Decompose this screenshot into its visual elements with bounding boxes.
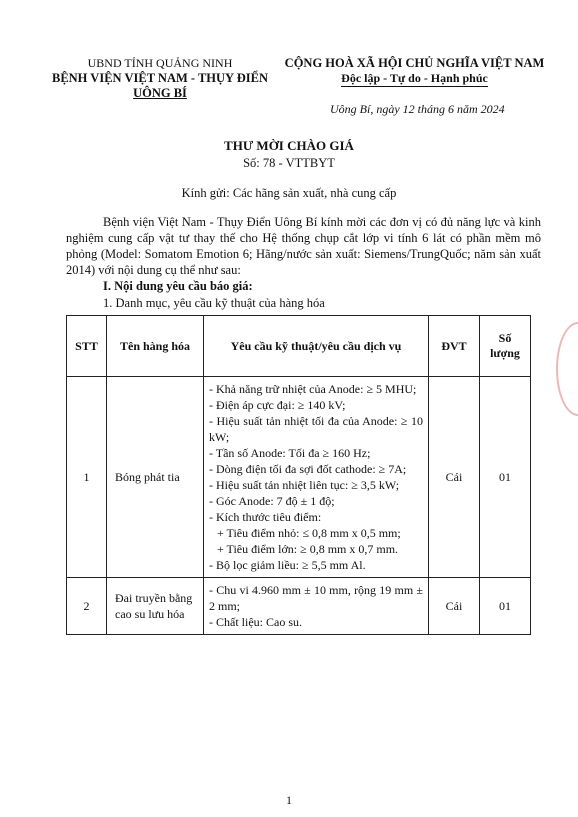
row-quantity: 01: [480, 578, 531, 635]
table-header-row: [67, 316, 531, 377]
header-name: Tên hàng hóa: [107, 316, 204, 377]
national-name: CỘNG HOÀ XÃ HỘI CHỦ NGHĨA VIỆT NAM: [284, 56, 545, 70]
issuer-hospital: BỆNH VIỆN VIỆT NAM - THỤY ĐIỂN: [51, 71, 268, 85]
issuer-location: UÔNG BÍ: [133, 86, 187, 100]
row-stt: 1: [67, 377, 107, 578]
row-item-name: Bóng phát tia: [107, 377, 204, 578]
row-stt: 2: [67, 578, 107, 635]
document-recipient: Kính gửi: Các hãng sản xuất, nhà cung cấp: [181, 186, 397, 200]
table-row: [67, 377, 531, 578]
subsection-heading: 1. Danh mục, yêu cầu kỹ thuật của hàng hóa: [103, 296, 325, 310]
requirement-line: - Chu vi 4.960 mm ± 10 mm, rộng 19 mm ± 2 mm;: [209, 583, 423, 613]
row-requirements: [204, 377, 429, 578]
row-requirements: [204, 578, 429, 635]
requirement-line: + Tiêu điểm nhỏ: ≤ 0,8 mm x 0,5 mm;: [217, 526, 401, 540]
intro-paragraph: Bệnh viện Việt Nam - Thụy Điển Uông Bí kính mời các đơn vị có đủ năng lực và kinh nghiệm cung cấp vật tư thay thế cho Hệ thống chụp cắt lớp vi tính 6 lát có phần mềm mô phỏng (Model: Somatom Emotion 6; Hãng/nước sản xuất: Siemens/TrungQuốc; năm sản xuất 2014) với nội dung cụ thể như sau:: [66, 215, 541, 277]
national-motto: Độc lập - Tự do - Hạnh phúc: [341, 71, 488, 85]
requirement-line: - Hiệu suất tản nhiệt tối đa của Anode: ≥ 10 kW;: [209, 414, 423, 444]
issuer-header: [40, 56, 280, 101]
red-stamp-mark: [556, 322, 578, 416]
requirement-line: - Chất liệu: Cao su.: [209, 615, 302, 629]
row-unit: Cái: [429, 578, 480, 635]
section-heading: I. Nội dung yêu cầu báo giá:: [103, 279, 253, 293]
requirement-line: - Góc Anode: 7 độ ± 1 độ;: [209, 494, 335, 508]
document-number: Số: 78 - VTTBYT: [243, 156, 335, 170]
row-item-name: Đai truyền bằng cao su lưu hóa: [107, 578, 204, 635]
requirement-line: - Kích thước tiêu điểm:: [209, 510, 322, 524]
table-row: [67, 578, 531, 635]
requirement-line: - Tần số Anode: Tối đa ≥ 160 Hz;: [209, 446, 371, 460]
page-number: 1: [286, 793, 292, 807]
issuer-authority: UBND TỈNH QUẢNG NINH: [87, 56, 233, 70]
national-header: [282, 56, 547, 86]
row-unit: Cái: [429, 377, 480, 578]
header-stt: STT: [67, 316, 107, 377]
requirement-line: - Bộ lọc giảm liều: ≥ 5,5 mm Al.: [209, 558, 366, 572]
requirement-line: + Tiêu điểm lớn: ≥ 0,8 mm x 0,7 mm.: [217, 542, 399, 556]
requirement-line: - Khả năng trữ nhiệt của Anode: ≥ 5 MHU;: [209, 382, 417, 396]
row-quantity: 01: [480, 377, 531, 578]
header-quantity: Số lượng: [480, 316, 531, 377]
requirement-line: - Điện áp cực đại: ≥ 140 kV;: [209, 398, 346, 412]
requirement-line: - Dòng điện tối đa sợi đốt cathode: ≥ 7A;: [209, 462, 407, 476]
items-table: [66, 315, 531, 635]
requirement-line: - Hiệu suất tản nhiệt liên tục: ≥ 3,5 kW;: [209, 478, 400, 492]
header-unit: ĐVT: [429, 316, 480, 377]
document-date: Uông Bí, ngày 12 tháng 6 năm 2024: [330, 102, 505, 116]
header-requirements: Yêu cầu kỹ thuật/yêu cầu dịch vụ: [204, 316, 429, 377]
document-title: THƯ MỜI CHÀO GIÁ: [224, 138, 354, 153]
